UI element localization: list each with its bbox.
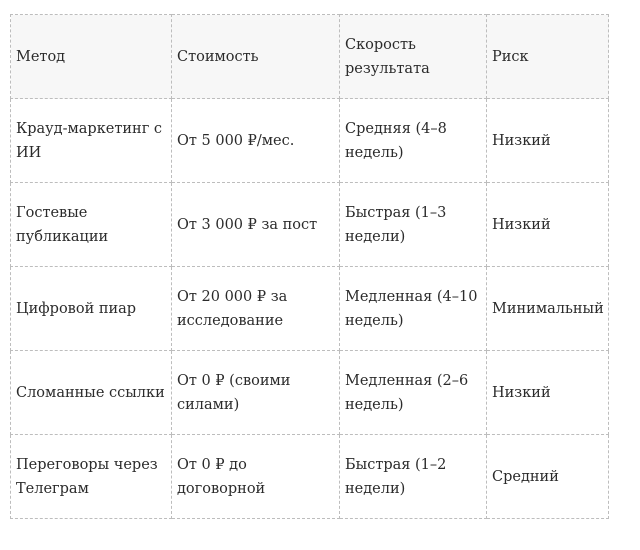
cell-method: Крауд-маркетинг с ИИ xyxy=(11,99,172,183)
header-risk: Риск xyxy=(487,15,609,99)
cell-method: Цифровой пиар xyxy=(11,267,172,351)
cell-cost: От 0 ₽ до договорной xyxy=(172,435,340,519)
cell-risk: Низкий xyxy=(487,183,609,267)
cell-speed: Быстрая (1–3 недели) xyxy=(340,183,487,267)
cell-risk: Низкий xyxy=(487,351,609,435)
comparison-table-container xyxy=(10,14,608,519)
cell-speed: Медленная (4–10 недель) xyxy=(340,267,487,351)
cell-cost: От 0 ₽ (своими силами) xyxy=(172,351,340,435)
comparison-table xyxy=(10,14,609,519)
table-row xyxy=(11,99,609,183)
table-header-row xyxy=(11,15,609,99)
cell-cost: От 3 000 ₽ за пост xyxy=(172,183,340,267)
header-method: Метод xyxy=(11,15,172,99)
table-row xyxy=(11,267,609,351)
table-row xyxy=(11,351,609,435)
cell-speed: Быстрая (1–2 недели) xyxy=(340,435,487,519)
cell-risk: Минимальный xyxy=(487,267,609,351)
cell-method: Переговоры через Телеграм xyxy=(11,435,172,519)
cell-risk: Средний xyxy=(487,435,609,519)
cell-speed: Медленная (2–6 недель) xyxy=(340,351,487,435)
cell-risk: Низкий xyxy=(487,99,609,183)
cell-speed: Средняя (4–8 недель) xyxy=(340,99,487,183)
header-speed: Скорость результата xyxy=(340,15,487,99)
cell-cost: От 5 000 ₽/мес. xyxy=(172,99,340,183)
table-row xyxy=(11,435,609,519)
cell-cost: От 20 000 ₽ за исследование xyxy=(172,267,340,351)
table-row xyxy=(11,183,609,267)
header-cost: Стоимость xyxy=(172,15,340,99)
cell-method: Сломанные ссылки xyxy=(11,351,172,435)
cell-method: Гостевые публикации xyxy=(11,183,172,267)
